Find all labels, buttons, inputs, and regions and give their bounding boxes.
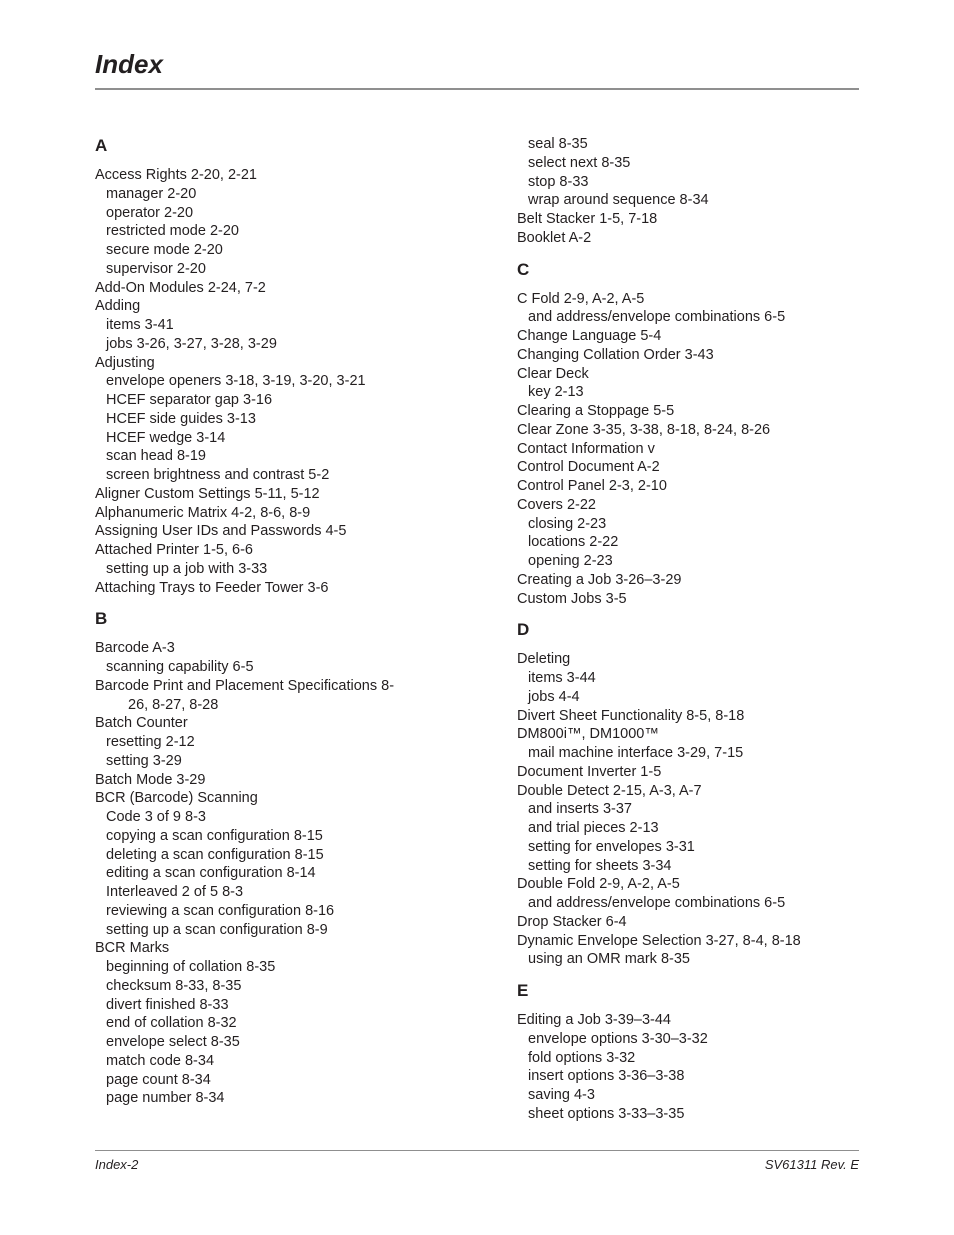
index-subentry: items 3-44 bbox=[528, 670, 596, 686]
index-entry: Batch Mode 3-29 bbox=[95, 771, 206, 788]
index-subentry: manager 2-20 bbox=[106, 185, 197, 202]
index-subentry: page number 8-34 bbox=[106, 1090, 225, 1107]
index-subentry: sheet options 3-33–3-35 bbox=[528, 1105, 685, 1122]
index-subentry: and trial pieces 2-13 bbox=[528, 820, 659, 836]
index-column-right bbox=[517, 135, 917, 1124]
index-subentry: screen brightness and contrast 5-2 bbox=[106, 467, 330, 483]
index-subentry: key 2-13 bbox=[528, 384, 584, 401]
index-section-e bbox=[517, 980, 917, 1124]
index-entry: Control Document A-2 bbox=[517, 459, 660, 476]
index-subentry: setting up a scan configuration 8-9 bbox=[106, 921, 328, 938]
index-subentry: and address/envelope combinations 6-5 bbox=[528, 895, 786, 911]
index-subentry: mail machine interface 3-29, 7-15 bbox=[528, 745, 744, 761]
index-entry: Adjusting bbox=[95, 354, 155, 371]
index-section-b bbox=[95, 608, 495, 1108]
index-subentry: HCEF wedge 3-14 bbox=[106, 429, 226, 446]
index-subentry: items 3-41 bbox=[106, 317, 174, 333]
index-entry: Double Fold 2-9, A-2, A-5 bbox=[517, 876, 680, 893]
index-subentry: divert finished 8-33 bbox=[106, 996, 229, 1013]
index-entry: Batch Counter bbox=[95, 715, 188, 732]
footer-page-number: Index-2 bbox=[95, 1157, 139, 1172]
index-subentry: setting for sheets 3-34 bbox=[528, 857, 672, 874]
index-subentry: deleting a scan configuration 8-15 bbox=[106, 846, 324, 863]
index-subentry: copying a scan configuration 8-15 bbox=[106, 827, 323, 844]
index-entry: Covers 2-22 bbox=[517, 496, 596, 513]
index-subentry: and address/envelope combinations 6-5 bbox=[528, 309, 786, 326]
index-subentry: setting for envelopes 3-31 bbox=[528, 838, 695, 855]
index-subentry: opening 2-23 bbox=[528, 553, 613, 569]
index-subentry: scan head 8-19 bbox=[106, 448, 206, 465]
index-entry: Custom Jobs 3-5 bbox=[517, 590, 627, 607]
index-entry: Deleting bbox=[517, 651, 571, 668]
index-entry: Barcode A-3 bbox=[95, 640, 175, 657]
index-entry: C Fold 2-9, A-2, A-5 bbox=[517, 290, 645, 307]
index-entry: Double Detect 2-15, A-3, A-7 bbox=[517, 782, 702, 799]
index-subentry: scanning capability 6-5 bbox=[106, 659, 254, 675]
section-letter: B bbox=[95, 609, 108, 629]
index-entry: Booklet A-2 bbox=[517, 229, 592, 246]
section-letter: D bbox=[517, 620, 530, 640]
index-entry: Changing Collation Order 3-43 bbox=[517, 346, 714, 363]
index-subentry: select next 8-35 bbox=[528, 154, 631, 171]
index-subentry: insert options 3-36–3-38 bbox=[528, 1068, 685, 1085]
index-subentry: checksum 8-33, 8-35 bbox=[106, 977, 242, 994]
section-letter: A bbox=[95, 136, 108, 155]
index-entry: Dynamic Envelope Selection 3-27, 8-4, 8-18 bbox=[517, 932, 801, 949]
index-subentry: Interleaved 2 of 5 8-3 bbox=[106, 884, 244, 900]
index-entry: Clear Zone 3-35, 3-38, 8-18, 8-24, 8-26 bbox=[517, 421, 771, 438]
index-section-d bbox=[517, 619, 917, 969]
index-subentry: supervisor 2-20 bbox=[106, 260, 206, 277]
index-subentry: jobs 4-4 bbox=[528, 688, 580, 705]
index-entry: Contact Information v bbox=[517, 440, 655, 457]
index-entry: Clear Deck bbox=[517, 365, 589, 382]
index-entry: Document Inverter 1-5 bbox=[517, 763, 662, 780]
index-subentry: and inserts 3-37 bbox=[528, 801, 632, 818]
index-subentry: stop 8-33 bbox=[528, 173, 589, 190]
index-subentry: reviewing a scan configuration 8-16 bbox=[106, 902, 335, 919]
index-subentry: beginning of collation 8-35 bbox=[106, 959, 276, 975]
header-rule bbox=[95, 88, 859, 90]
index-subentry: fold options 3-32 bbox=[528, 1049, 636, 1066]
index-entry: Divert Sheet Functionality 8-5, 8-18 bbox=[517, 707, 745, 724]
index-subentry: locations 2-22 bbox=[528, 534, 619, 551]
index-subentry: operator 2-20 bbox=[106, 204, 194, 221]
index-entry: Aligner Custom Settings 5-11, 5-12 bbox=[95, 485, 320, 502]
index-entry: BCR (Barcode) Scanning bbox=[95, 790, 258, 807]
section-letter: E bbox=[517, 981, 529, 1000]
index-subentry: resetting 2-12 bbox=[106, 734, 195, 750]
index-subentry: editing a scan configuration 8-14 bbox=[106, 865, 316, 882]
index-subentry: envelope select 8-35 bbox=[106, 1034, 240, 1050]
index-entry: Add-On Modules 2-24, 7-2 bbox=[95, 279, 266, 296]
index-entry: Adding bbox=[95, 298, 141, 315]
index-subentry: setting up a job with 3-33 bbox=[106, 560, 268, 577]
index-column-left bbox=[95, 135, 495, 1108]
index-entry: BCR Marks bbox=[95, 940, 170, 957]
section-letter: C bbox=[517, 259, 530, 279]
index-subentry: closing 2-23 bbox=[528, 515, 607, 532]
index-subentry: secure mode 2-20 bbox=[106, 242, 223, 258]
index-subentry: HCEF side guides 3-13 bbox=[106, 410, 256, 427]
index-subentry: HCEF separator gap 3-16 bbox=[106, 392, 273, 408]
index-entry: Drop Stacker 6-4 bbox=[517, 913, 627, 930]
index-subentry: page count 8-34 bbox=[106, 1071, 211, 1088]
index-subentry: end of collation 8-32 bbox=[106, 1015, 237, 1032]
index-subentry: restricted mode 2-20 bbox=[106, 223, 239, 240]
index-section-c bbox=[517, 259, 917, 609]
index-continued-entries bbox=[517, 135, 917, 248]
index-subentry: jobs 3-26, 3-27, 3-28, 3-29 bbox=[106, 335, 277, 352]
index-subentry: seal 8-35 bbox=[528, 136, 588, 152]
footer-rule bbox=[95, 1150, 859, 1151]
index-entry: Change Language 5-4 bbox=[517, 328, 662, 344]
index-entry: Barcode Print and Placement Specifications 8- bbox=[95, 677, 395, 694]
footer-document-id: SV61311 Rev. E bbox=[764, 1157, 859, 1172]
index-subentry: match code 8-34 bbox=[106, 1052, 215, 1069]
index-entry: Alphanumeric Matrix 4-2, 8-6, 8-9 bbox=[95, 504, 311, 521]
index-entry: Clearing a Stoppage 5-5 bbox=[517, 403, 675, 419]
index-section-a bbox=[95, 135, 495, 597]
index-subentry: saving 4-3 bbox=[528, 1087, 595, 1103]
index-subentry: Code 3 of 9 8-3 bbox=[106, 809, 206, 825]
index-subentry: envelope openers 3-18, 3-19, 3-20, 3-21 bbox=[106, 373, 366, 390]
index-subentry: 26, 8-27, 8-28 bbox=[128, 696, 219, 713]
page-title: Index bbox=[95, 49, 163, 79]
index-entry: Assigning User IDs and Passwords 4-5 bbox=[95, 523, 347, 540]
index-entry: Belt Stacker 1-5, 7-18 bbox=[517, 211, 658, 227]
index-entry: Editing a Job 3-39–3-44 bbox=[517, 1012, 671, 1028]
index-subentry: envelope options 3-30–3-32 bbox=[528, 1030, 708, 1047]
index-entry: Attached Printer 1-5, 6-6 bbox=[95, 542, 253, 558]
index-subentry: setting 3-29 bbox=[106, 752, 182, 769]
index-subentry: using an OMR mark 8-35 bbox=[528, 951, 690, 968]
index-entry: Attaching Trays to Feeder Tower 3-6 bbox=[95, 579, 329, 596]
index-entry: Creating a Job 3-26–3-29 bbox=[517, 571, 682, 588]
index-entry: Access Rights 2-20, 2-21 bbox=[95, 167, 257, 183]
index-entry: DM800i™, DM1000™ bbox=[517, 726, 659, 743]
index-subentry: wrap around sequence 8-34 bbox=[528, 192, 709, 209]
index-entry: Control Panel 2-3, 2-10 bbox=[517, 478, 667, 494]
